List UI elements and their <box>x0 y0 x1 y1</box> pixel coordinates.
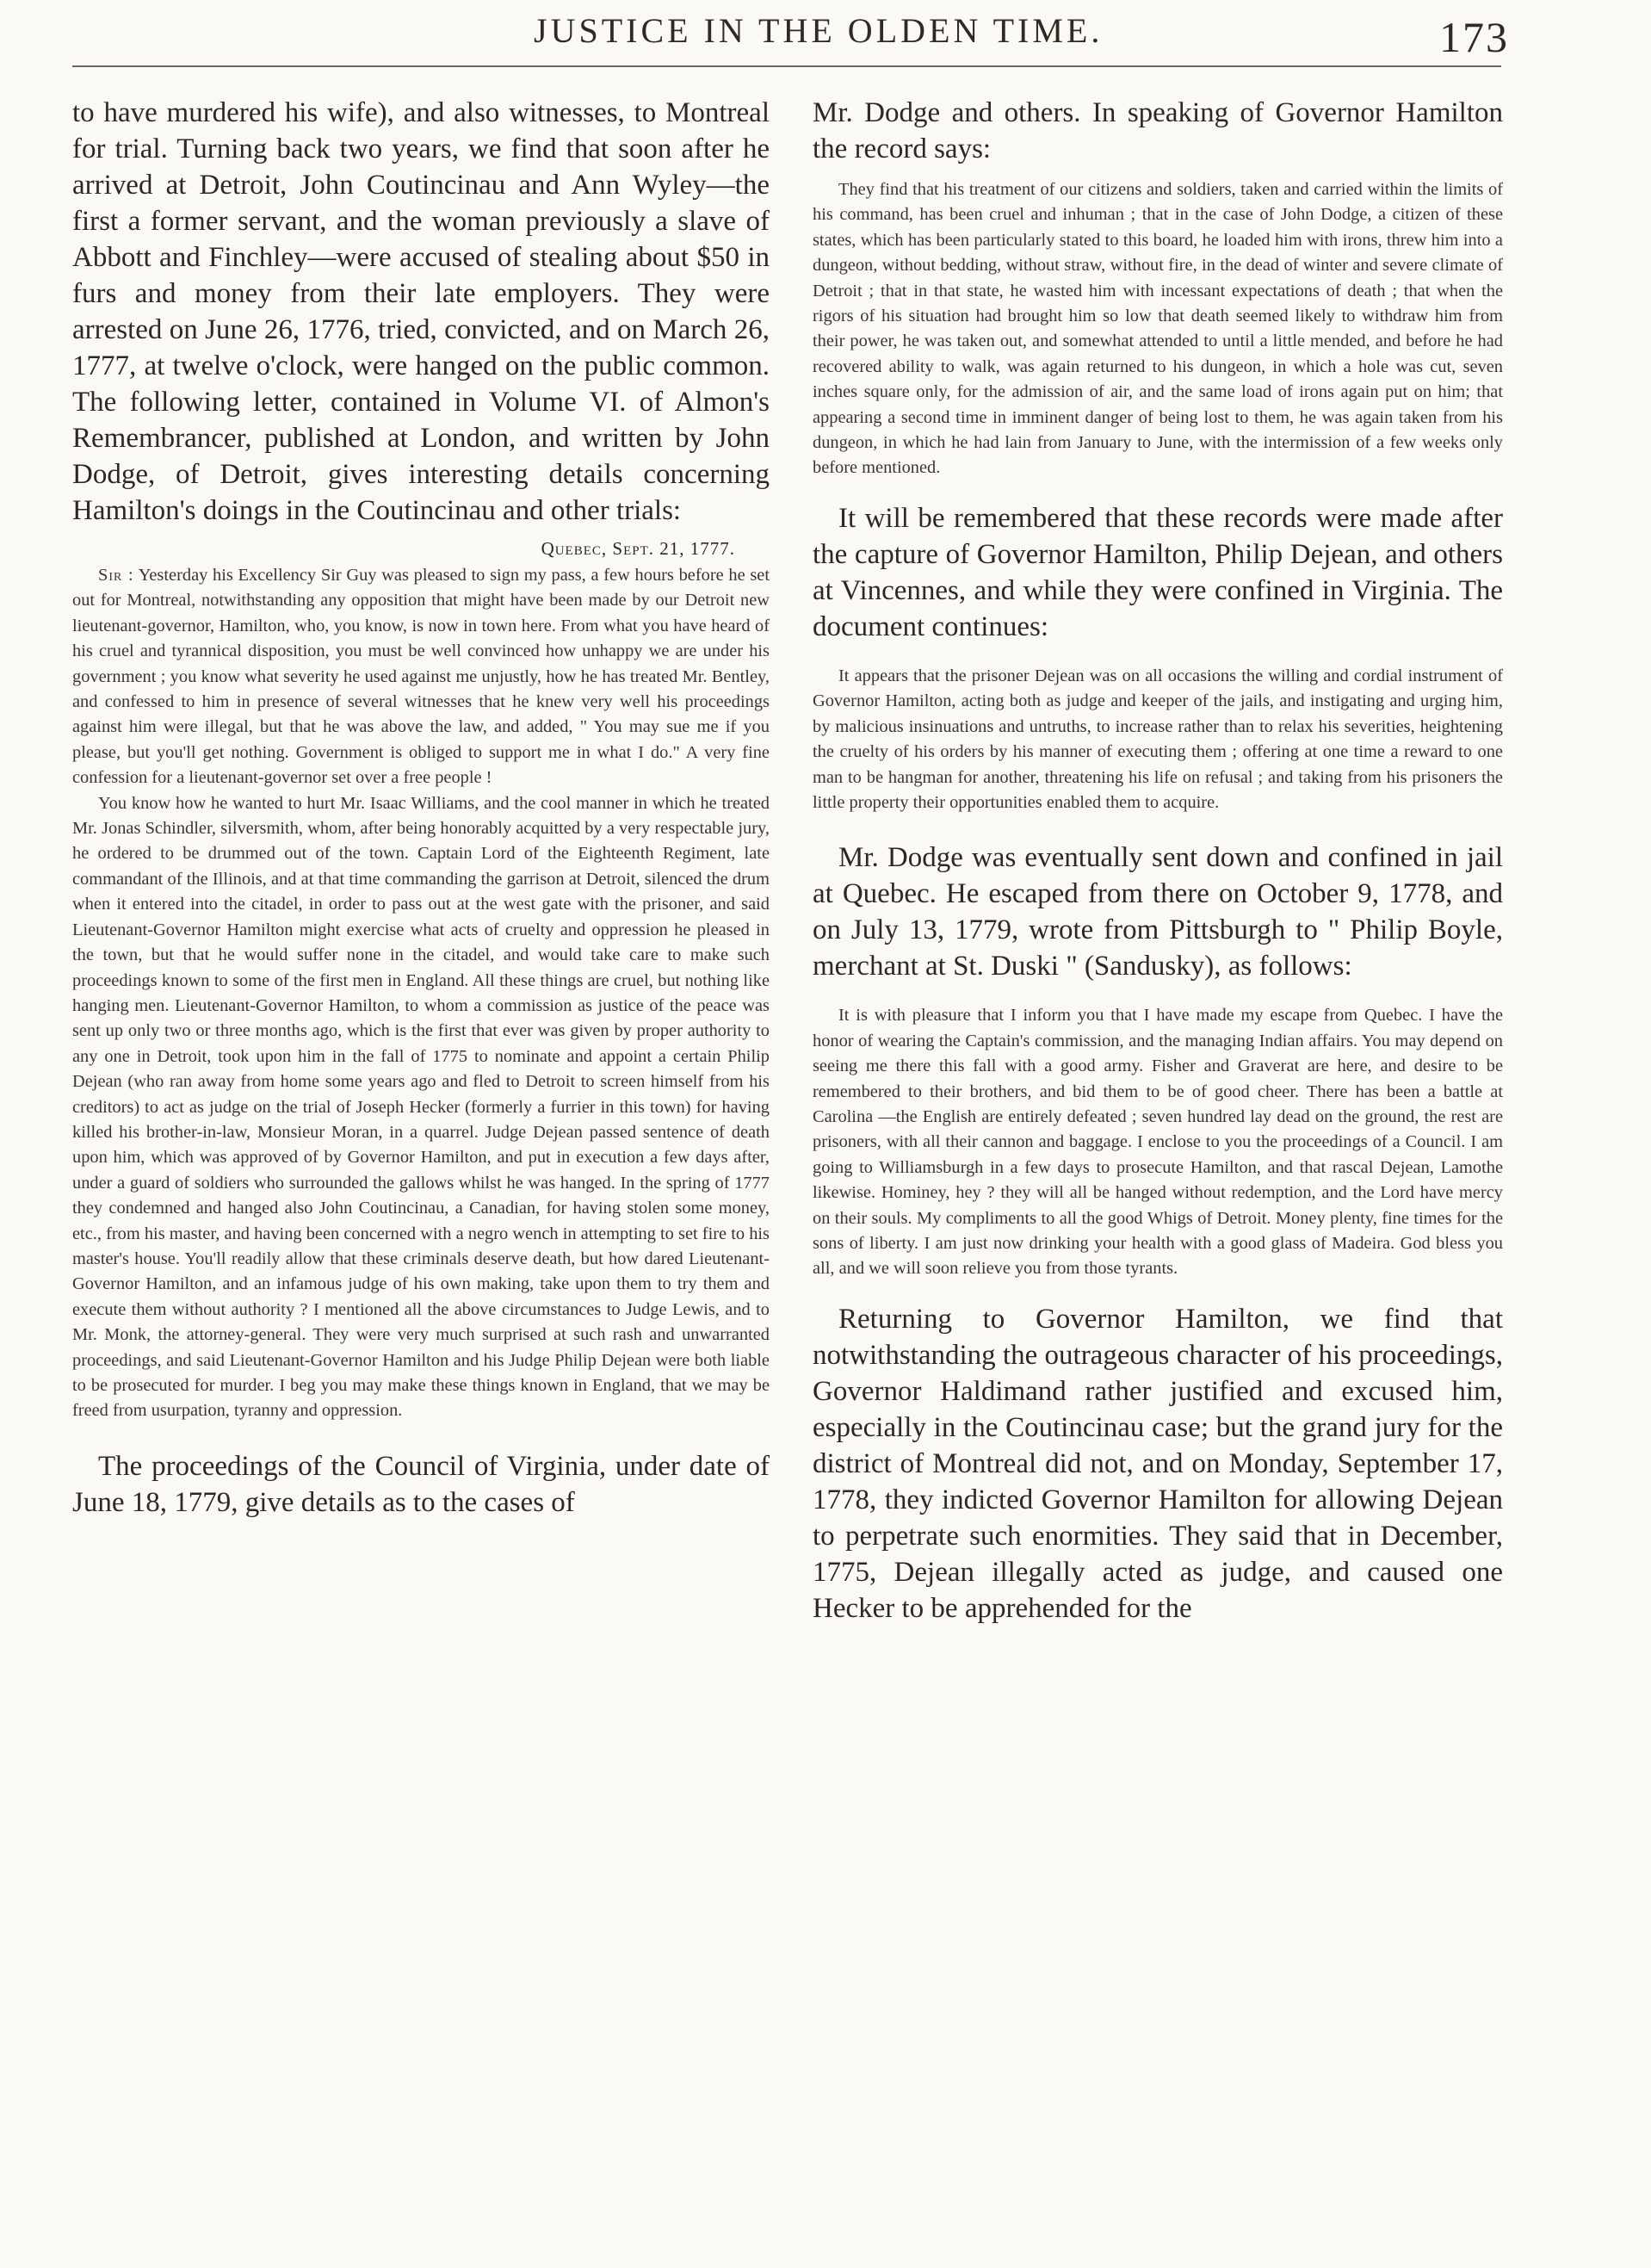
letter-text: Yesterday his Excellency Sir Guy was pleased to sign my pass, a few hours before he set out for Montreal, notwithstanding any opposition that might have been made by our Detroit new lieutenant-governor, Hamilton, who, you know, is now in town here. From what you have heard of his cruel and tyrannical disposition, you must be well convinced how unhappy we are under his government ; you know what severity he used against me unjustly, how he has treated Mr. Bentley, and confessed to him in presence of several witnesses that he knew very well his proceedings against him were illegal, but that he was above the law, and added, " You may sue me if you please, but you'll get nothing. Government is obliged to support me in what I do." A very fine confession for a lieutenant-governor set over a free people ! <box>72 566 770 788</box>
running-title: JUSTICE IN THE OLDEN TIME. <box>534 11 1104 50</box>
right-column <box>813 95 1503 1627</box>
page-header <box>0 0 1651 77</box>
quoted-letter: It is with pleasure that I inform you that I have made my escape from Quebec. I have the honor of wearing the Captain's commission, and the managing Indian affairs. You may depend on seeing me there this fall with a good army. Fisher and Graverat are here, and desire to be remembered to their brothers, and bid them to be of good cheer. There has been a battle at Carolina —the English are entirely defeated ; seven hundred lay dead on the ground, the rest are prisoners, with all their cannon and baggage. I enclose to you the proceedings of a Council. I am going to Williamsburgh in a few days to prosecute Hamilton, and that rascal Dejean, Lamothe likewise. Hominey, hey ? they will all be hanged without redemption, and the Lord have mercy on their souls. My compliments to all the good Whigs of Detroit. Money plenty, fine times for the sons of liberty. I am just now drinking your health with a good glass of Madeira. God bless you all, and we will soon relieve you from those tyrants. <box>813 1006 1503 1279</box>
header-rule <box>72 65 1501 67</box>
body-paragraph: to have murdered his wife), and also witnesses, to Montreal for trial. Turning back two years, we find that soon after he arrived at Detroit, John Coutincinau and Ann Wyley—the first a former servant, and the woman previously a slave of Abbott and Finchley—were accused of stealing about $50 in furs and money from their late employers. They were arrested on June 26, 1776, tried, convicted, and on March 26, 1777, at twelve o'clock, were hanged on the public common. The following letter, contained in Volume VI. of Almon's Remembrancer, published at London, and written by John Dodge, of Detroit, gives interesting details concerning Hamilton's doings in the Coutincinau and other trials: <box>72 97 770 526</box>
quoted-record: It appears that the prisoner Dejean was on all occasions the willing and cordial instrument of Governor Hamilton, acting both as judge and keeper of the jails, and instigating and urging him, by malicious insinuations and untruths, to increase rather than to relax his severities, heightening the cruelty of his orders by his manner of executing them ; offering at one time a reward to one man to be hangman for another, threatening his life on refusal ; and taking from his prisoners the little property their opportunities enabled them to acquire. <box>813 666 1503 812</box>
letter-paragraph: You know how he wanted to hurt Mr. Isaac Williams, and the cool manner in which he treated Mr. Jonas Schindler, silversmith, whom, after being honorably acquitted by a very respectable jury, he ordered to be drummed out of the town. Captain Lord of the Eighteenth Regiment, late commandant of the Illinois, and at that time commanding the garrison at Detroit, silenced the drum when it entered into the citadel, in order to pass out at the west gate with the prisoner, and said Lieutenant-Governor Hamilton might exercise what acts of cruelty and oppression he pleased in the town, but that he would suffer none in the citadel, and would take care to make such proceedings known to some of the first men in England. All these things are cruel, but nothing like hanging men. Lieutenant-Governor Hamilton, to whom a commission as justice of the peace was sent up only two or three months ago, which is the first that ever was given by proper authority to any one in Detroit, took upon him in the fall of 1775 to nominate and appoint a certain Philip Dejean (who ran away from home some years ago and fled to Detroit to screen himself from his creditors) to act as judge on the trial of Joseph Hecker (formerly a furrier in this town) for having killed his brother-in-law, Monsieur Moran, in a quarrel. Judge Dejean passed sentence of death upon him, which was approved of by Governor Hamilton, and put in execution a few days after, under a guard of soldiers who surrounded the gallows whilst he was hanged. In the spring of 1777 they condemned and hanged also John Coutincinau, a Canadian, for having stolen some money, etc., from his master, and having been concerned with a negro wench in attempting to set fire to his master's house. You'll readily allow that these criminals deserve death, but how dared Lieutenant-Governor Hamilton, and an infamous judge of his own making, take upon them to try them and execute them without authority ? I mentioned all the above circumstances to Judge Lewis, and to Mr. Monk, the attorney-general. They were very much surprised at such rash and unwarranted proceedings, and said Lieutenant-Governor Hamilton and his Judge Philip Dejean were both liable to be prosecuted for murder. I beg you may make these things known in England, that we may be freed from usurpation, tyranny and oppression. <box>72 793 770 1421</box>
letter-paragraph <box>72 563 770 791</box>
body-paragraph: Returning to Governor Hamilton, we find that notwithstanding the outrageous character of his proceedings, Governor Haldimand rather justified and excused him, especially in the Coutincinau case; but the grand jury for the district of Montreal did not, and on Monday, September 17, 1778, they indicted Governor Hamilton for allowing Dejean to perpetrate such enormities. They said that in December, 1775, Dejean illegally acted as judge, and caused one Hecker to be apprehended for the <box>813 1303 1503 1624</box>
letter-salutation: Sir : <box>98 566 134 585</box>
body-paragraph: Mr. Dodge was eventually sent down and confined in jail at Quebec. He escaped from there on October 9, 1778, and on July 13, 1779, wrote from Pittsburgh to " Philip Boyle, merchant at St. Duski " (Sandusky), as follows: <box>813 842 1503 982</box>
quoted-record: They find that his treatment of our citizens and soldiers, taken and carried within the limits of his command, has been cruel and inhuman ; that in the case of John Dodge, a citizen of these states, which has been particularly stated to this board, he loaded him with irons, threw him into a dungeon, without bedding, without straw, without fire, in the dead of winter and severe climate of Detroit ; that in that state, he wasted him with incessant expectations of death ; that when the rigors of his situation had brought him so low that death seemed likely to withdraw him from their power, he was taken out, and somewhat attended to until a little mended, and before he had recovered ability to walk, was again returned to his dungeon, in which a hole was cut, seven inches square only, for the admission of air, and the same load of irons again put on him; that appearing a second time in imminent danger of being lost to them, he was again taken from his dungeon, in which he had lain from January to June, with the intermission of a few weeks only before mentioned. <box>813 180 1503 478</box>
letter-dateline: Quebec, Sept. 21, 1777. <box>541 538 735 559</box>
page-number: 173 <box>1439 13 1509 61</box>
body-paragraph: Mr. Dodge and others. In speaking of Governor Hamilton the record says: <box>813 97 1503 164</box>
left-column <box>72 95 770 1521</box>
body-paragraph: The proceedings of the Council of Virginia, under date of June 18, 1779, give details as to the cases of <box>72 1450 770 1518</box>
body-paragraph: It will be remembered that these records were made after the capture of Governor Hamilton, Philip Dejean, and others at Vincennes, and while they were confined in Virginia. The document continues: <box>813 502 1503 642</box>
